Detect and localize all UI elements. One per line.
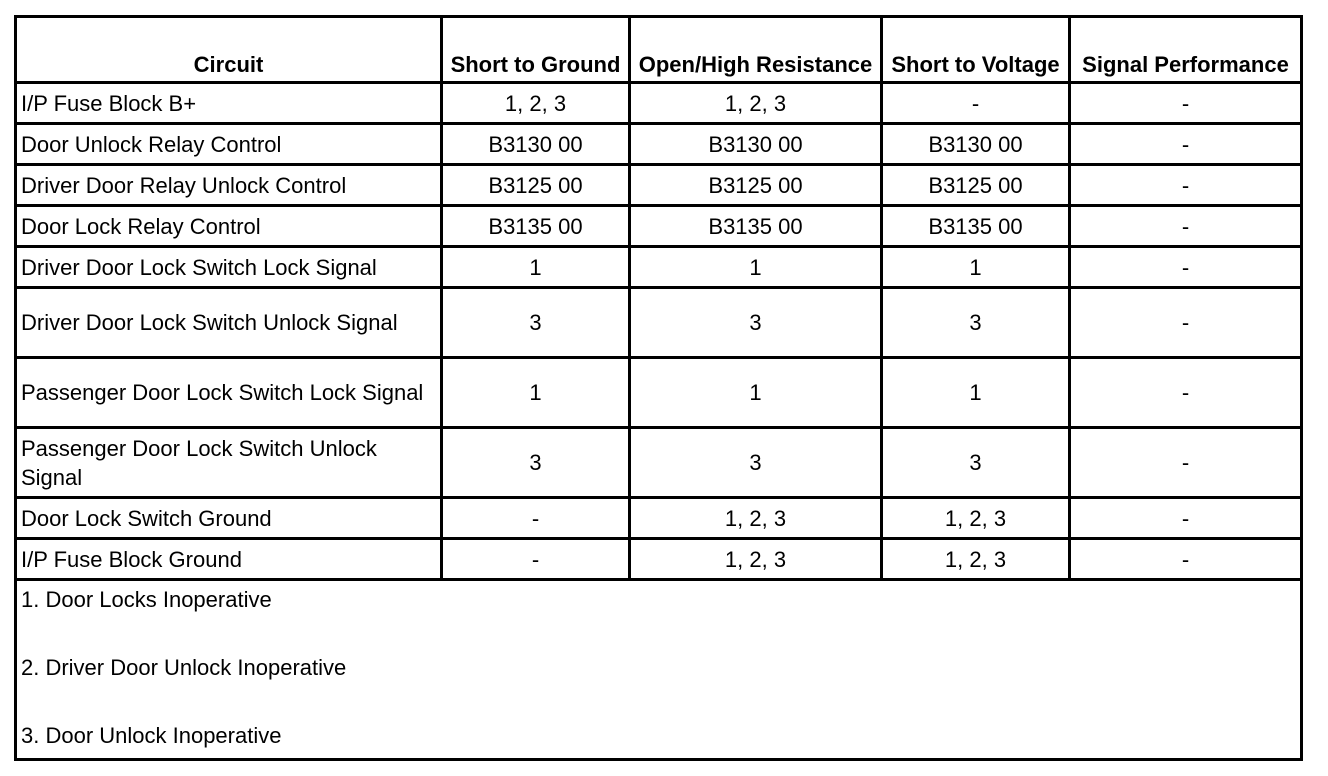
cell-short-to-ground: 1, 2, 3 <box>442 83 630 124</box>
cell-circuit: Door Unlock Relay Control <box>16 124 442 165</box>
cell-short-to-ground: 3 <box>442 428 630 498</box>
table-row <box>16 124 1302 165</box>
legend-item: 3. Door Unlock Inoperative <box>21 723 282 748</box>
cell-signal-performance: - <box>1070 83 1302 124</box>
table-row <box>16 165 1302 206</box>
legend-row <box>16 580 1302 760</box>
table-row <box>16 247 1302 288</box>
cell-short-to-ground: 1 <box>442 247 630 288</box>
cell-short-to-voltage: 3 <box>882 428 1070 498</box>
cell-signal-performance: - <box>1070 124 1302 165</box>
cell-circuit: Driver Door Lock Switch Unlock Signal <box>16 288 442 358</box>
cell-short-to-voltage: B3130 00 <box>882 124 1070 165</box>
cell-circuit: Door Lock Relay Control <box>16 206 442 247</box>
symptom-legend <box>16 580 1302 760</box>
cell-circuit: Driver Door Lock Switch Lock Signal <box>16 247 442 288</box>
cell-short-to-ground: 3 <box>442 288 630 358</box>
cell-short-to-voltage: B3125 00 <box>882 165 1070 206</box>
cell-signal-performance: - <box>1070 428 1302 498</box>
cell-short-to-voltage: 1 <box>882 247 1070 288</box>
cell-circuit: Driver Door Relay Unlock Control <box>16 165 442 206</box>
cell-signal-performance: - <box>1070 165 1302 206</box>
cell-short-to-ground: - <box>442 498 630 539</box>
table-row <box>16 498 1302 539</box>
table-row <box>16 206 1302 247</box>
table-row <box>16 288 1302 358</box>
cell-circuit: Passenger Door Lock Switch Unlock Signal <box>16 428 442 498</box>
header-short-to-voltage: Short to Voltage <box>882 17 1070 83</box>
circuit-fault-table <box>14 15 1303 761</box>
diagnostic-table-container <box>14 15 1300 761</box>
cell-open-high-resistance: 1, 2, 3 <box>630 83 882 124</box>
table-row <box>16 428 1302 498</box>
header-circuit: Circuit <box>16 17 442 83</box>
cell-signal-performance: - <box>1070 358 1302 428</box>
cell-circuit: I/P Fuse Block B+ <box>16 83 442 124</box>
cell-open-high-resistance: 3 <box>630 288 882 358</box>
cell-open-high-resistance: B3135 00 <box>630 206 882 247</box>
cell-short-to-voltage: 3 <box>882 288 1070 358</box>
cell-short-to-ground: B3135 00 <box>442 206 630 247</box>
cell-circuit: Door Lock Switch Ground <box>16 498 442 539</box>
cell-open-high-resistance: 1 <box>630 247 882 288</box>
cell-short-to-ground: B3125 00 <box>442 165 630 206</box>
cell-short-to-voltage: 1 <box>882 358 1070 428</box>
cell-short-to-ground: - <box>442 539 630 580</box>
table-row <box>16 539 1302 580</box>
cell-signal-performance: - <box>1070 206 1302 247</box>
cell-open-high-resistance: 1 <box>630 358 882 428</box>
cell-circuit: I/P Fuse Block Ground <box>16 539 442 580</box>
header-open-high-resistance: Open/High Resistance <box>630 17 882 83</box>
cell-open-high-resistance: 1, 2, 3 <box>630 539 882 580</box>
cell-short-to-voltage: B3135 00 <box>882 206 1070 247</box>
cell-circuit: Passenger Door Lock Switch Lock Signal <box>16 358 442 428</box>
cell-short-to-voltage: 1, 2, 3 <box>882 539 1070 580</box>
cell-short-to-voltage: 1, 2, 3 <box>882 498 1070 539</box>
legend-item: 1. Door Locks Inoperative <box>21 587 272 612</box>
table-header-row <box>16 17 1302 83</box>
cell-open-high-resistance: 1, 2, 3 <box>630 498 882 539</box>
cell-signal-performance: - <box>1070 539 1302 580</box>
cell-open-high-resistance: B3130 00 <box>630 124 882 165</box>
table-row <box>16 83 1302 124</box>
cell-short-to-ground: 1 <box>442 358 630 428</box>
legend-item: 2. Driver Door Unlock Inoperative <box>21 655 347 680</box>
cell-open-high-resistance: B3125 00 <box>630 165 882 206</box>
cell-signal-performance: - <box>1070 288 1302 358</box>
cell-open-high-resistance: 3 <box>630 428 882 498</box>
cell-signal-performance: - <box>1070 247 1302 288</box>
cell-short-to-ground: B3130 00 <box>442 124 630 165</box>
cell-short-to-voltage: - <box>882 83 1070 124</box>
table-row <box>16 358 1302 428</box>
cell-signal-performance: - <box>1070 498 1302 539</box>
header-short-to-ground: Short to Ground <box>442 17 630 83</box>
header-signal-performance: Signal Performance <box>1070 17 1302 83</box>
